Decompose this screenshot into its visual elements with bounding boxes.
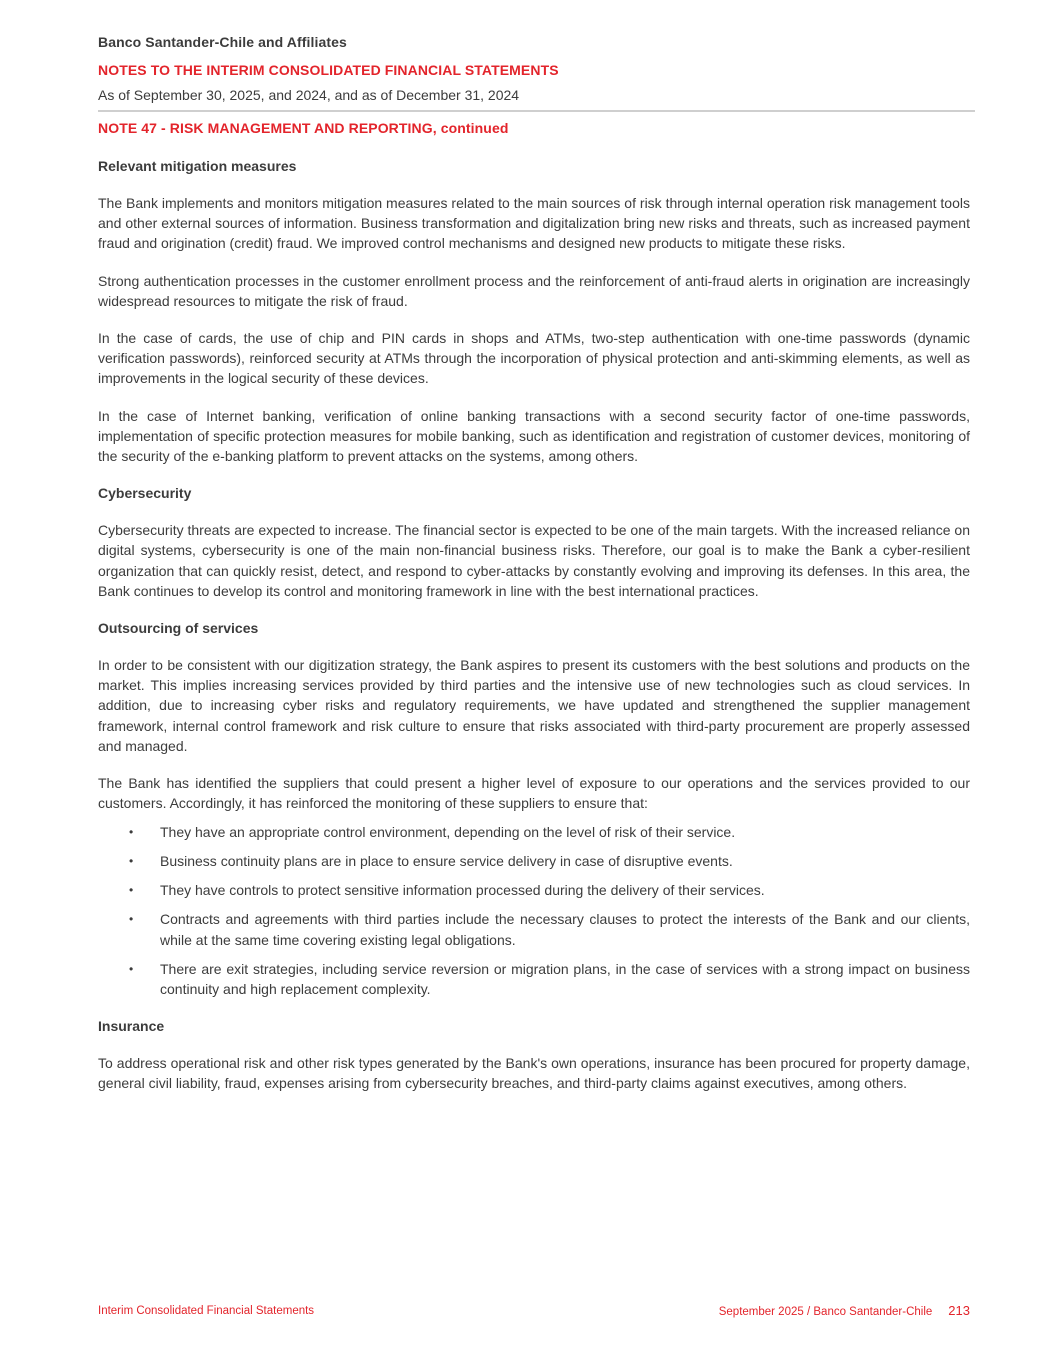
list-item-text: There are exit strategies, including service reversion or migration plans, in the case of services with a strong impact on business continuity and high replacement complexity. — [160, 960, 970, 997]
footer-date: September 2025 — [718, 1306, 804, 1318]
date-line: As of September 30, 2025, and 2024, and as of December 31, 2024 — [98, 87, 520, 103]
list-item-text: They have an appropriate control environment, depending on the level of risk of their service. — [160, 824, 736, 841]
header-divider — [98, 110, 975, 112]
page-number: 213 — [948, 1303, 970, 1318]
list-item — [98, 909, 970, 949]
footer-doc-title: Interim Consolidated Financial Statements — [98, 1305, 315, 1317]
list-item-text: They have controls to protect sensitive information processed during the delivery of their services. — [160, 882, 765, 899]
section-heading-insurance: Insurance — [98, 1018, 165, 1035]
paragraph: In the case of cards, the use of chip and PIN cards in shops and ATMs, two-step authentication with one-time passwords (dynamic verification passwords), reinforced security at ATMs through the incorporation of physical protection and anti-skimming elements, as well as improvements in the logical security of these devices. — [98, 330, 970, 387]
list-item — [98, 880, 970, 900]
company-name: Banco Santander-Chile and Affiliates — [98, 34, 347, 50]
list-item-text: Contracts and agreements with third parties include the necessary clauses to protect the interests of the Bank and our clients, while at the same time covering existing legal obligations. — [160, 911, 970, 948]
footer-separator: / — [803, 1306, 814, 1318]
supplier-requirements-list — [98, 822, 970, 999]
paragraph: The Bank has identified the suppliers that could present a higher level of exposure to our operations and the services provided to our customers. Accordingly, it has reinforced the monitoring of these suppliers to ensure that: — [98, 775, 970, 812]
paragraph: In order to be consistent with our digitization strategy, the Bank aspires to present its customers with the best solutions and products on the market. This implies increasing services provided by third parties and the intensive use of new technologies such as cloud services. In addition, due to increasing cyber risks and regulatory requirements, we have updated and strengthened the supplier management framework, internal control framework and risk culture to ensure that risks associated with third-party procurement are properly assessed and managed. — [98, 657, 970, 754]
paragraph: Cybersecurity threats are expected to increase. The financial sector is expected to be one of the main targets. With the increased reliance on digital systems, cybersecurity is one of the main non-financial business risks. Therefore, our goal is to make the Bank a cyber-resilient organization that can quickly resist, detect, and respond to cyber-attacks by constantly evolving and improving its defenses. In this area, the Bank continues to develop its control and monitoring framework in line with the best international practices. — [98, 522, 970, 599]
list-item — [98, 851, 970, 871]
list-item — [98, 822, 970, 842]
note-title: NOTE 47 - RISK MANAGEMENT AND REPORTING, continued — [98, 120, 509, 136]
bullet-icon: • — [129, 961, 134, 976]
bullet-icon: • — [129, 912, 134, 927]
paragraph: In the case of Internet banking, verification of online banking transactions with a second security factor of one-time passwords, implementation of specific protection measures for mobile banking, such as identification and registration of customer devices, monitoring of the security of the e-banking platform to prevent attacks on the systems, among others. — [98, 407, 970, 465]
list-item-text: Business continuity plans are in place to ensure service delivery in case of disruptive events. — [160, 853, 733, 870]
bullet-icon: • — [129, 883, 134, 898]
section-heading-mitigation: Relevant mitigation measures — [98, 158, 297, 174]
section-heading-cybersecurity: Cybersecurity — [98, 485, 192, 502]
list-item — [98, 959, 970, 999]
notes-title: NOTES TO THE INTERIM CONSOLIDATED FINANCIAL STATEMENTS — [98, 62, 559, 78]
footer-right — [719, 1303, 970, 1318]
document-page — [98, 0, 970, 1365]
main-content — [98, 156, 970, 1110]
bullet-icon: • — [129, 825, 134, 840]
bullet-icon: • — [129, 854, 134, 869]
paragraph: Strong authentication processes in the customer enrollment process and the reinforcement of anti-fraud alerts in origination are increasingly widespread resources to mitigate the risk of fraud. — [98, 272, 970, 309]
paragraph: To address operational risk and other risk types generated by the Bank's own operations, insurance has been procured for property damage, general civil liability, fraud, expenses arising from cybersecurity breaches, and third-party claims against executives, among others. — [98, 1055, 970, 1092]
footer-bank: Banco Santander-Chile — [813, 1306, 933, 1318]
paragraph: The Bank implements and monitors mitigation measures related to the main sources of risk through internal operation risk management tools and other external sources of information. Business transformation and digitalization bring new risks and threats, such as increased payment fraud and origination (credit) fraud. We improved control mechanisms and designed new products to mitigate these risks. — [98, 195, 970, 252]
section-heading-outsourcing: Outsourcing of services — [98, 620, 259, 637]
